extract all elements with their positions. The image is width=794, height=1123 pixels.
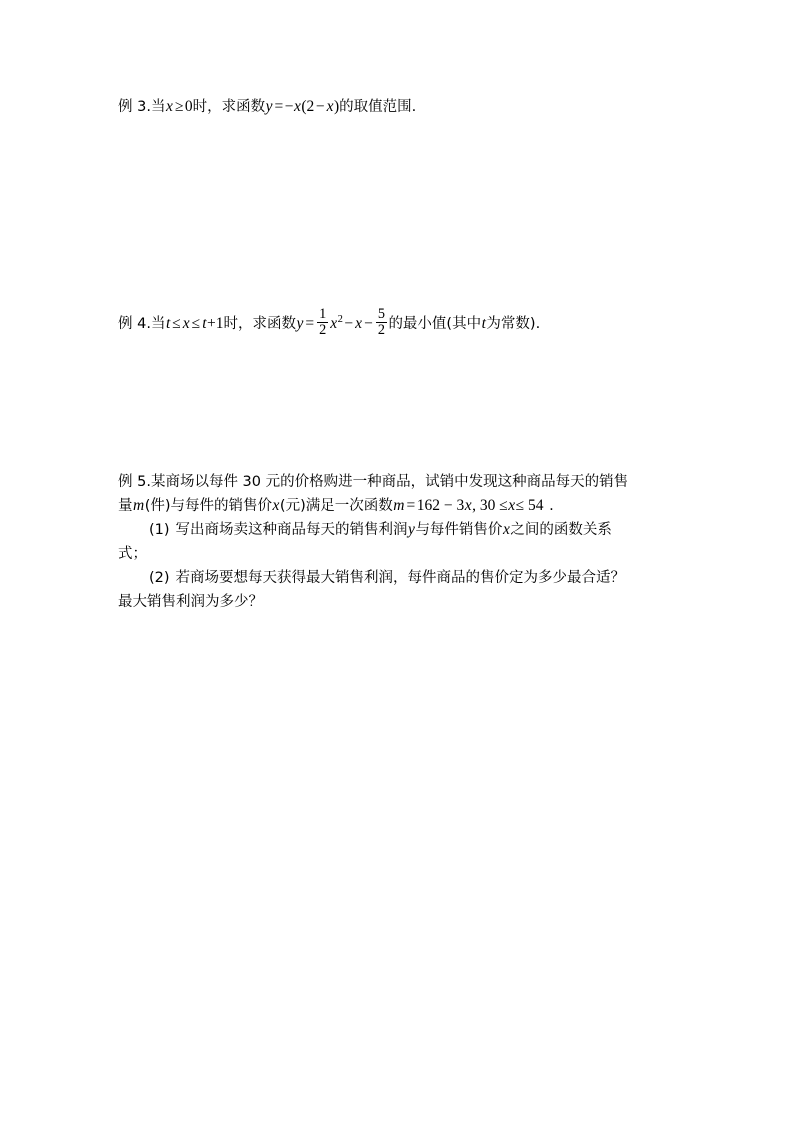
example-5-eq-x: x	[464, 496, 472, 514]
example-5-item-1-text-d: 式；	[118, 546, 147, 562]
example-4-minus-1: −	[344, 315, 354, 332]
example-4-cond-t1: t	[165, 315, 171, 332]
example-3-text-before: 当	[150, 99, 166, 115]
example-3-cond-var: x	[165, 98, 173, 115]
example-5-text-jian: (件)与每件的销售价	[144, 497, 273, 514]
example-5-var-m: m	[133, 496, 145, 514]
example-5-eq-m: m	[393, 496, 405, 514]
example-3-func-minus: −	[284, 98, 294, 115]
example-4-minus-2: −	[364, 315, 373, 332]
example-3-cond-val: 0	[184, 98, 193, 115]
example-5-eq-period: .	[549, 496, 554, 514]
example-4-text-before: 当	[150, 316, 166, 332]
example-5-eq-body: 162 − 3	[416, 496, 465, 514]
example-4-cond-le2: ≤	[191, 315, 201, 332]
example-4-term-exponent: 2	[337, 313, 343, 325]
example-5-text-line1: 某商场以每件 30 元的价格购进一种商品，试销中发现这种商品每天的销售	[150, 473, 629, 490]
example-5-label: 例 5.	[118, 473, 151, 490]
example-5-item-1-var-y: y	[408, 520, 415, 538]
example-4-block	[118, 307, 676, 338]
example-3-func-eq: =	[274, 98, 284, 115]
example-3-line	[118, 95, 676, 119]
example-5-text-yuan: (元)满足一次函数	[279, 497, 393, 514]
example-5-line-1	[118, 470, 676, 494]
example-3-func-x2: x	[326, 98, 334, 115]
example-4-label: 例 4.	[118, 316, 151, 332]
example-4-text-after-2: 为常数).	[486, 316, 541, 332]
example-5-eq-tail: , 30 ≤	[472, 496, 508, 514]
example-4-text-mid: 时，求函数	[223, 316, 296, 332]
example-5-item-2-text-a: 若商场要想每天获得最大销售利润，每件商品的售价定为多少最合适？	[175, 570, 626, 587]
fraction-numerator: 5	[377, 306, 385, 323]
example-3-cond-rel: ≥	[174, 98, 184, 115]
example-4-cond-x: x	[182, 315, 190, 332]
example-3-block	[118, 95, 676, 119]
example-4-term-x: x	[330, 315, 338, 332]
example-5-item-1-line-2	[118, 542, 676, 566]
example-3-func-close: )	[333, 98, 340, 115]
fraction-numerator: 1	[319, 306, 327, 323]
example-3-func-open: (2	[301, 98, 315, 115]
example-5-item-1-text-c: 之间的函数关系	[510, 521, 612, 538]
example-5-item-2-marker: (2)	[149, 570, 170, 587]
example-5-item-1-var-x: x	[502, 520, 510, 538]
example-3-func-y: y	[265, 98, 273, 115]
example-3-label: 例 3.	[118, 99, 151, 115]
example-4-func-y: y	[296, 315, 304, 332]
example-3-text-after: 的取值范围.	[339, 99, 417, 115]
fraction-denominator: 2	[319, 321, 327, 338]
example-5-item-1-text-b: 与每件销售价	[415, 521, 503, 538]
example-4-cond-t2: t	[202, 315, 207, 332]
example-5-block	[118, 470, 676, 614]
example-3-func-minus2: −	[315, 98, 325, 115]
example-4-const-t: t	[481, 315, 486, 332]
example-5-item-2-text-b: 最大销售利润为多少？	[118, 594, 263, 611]
example-5-item-2-line-2	[118, 590, 676, 614]
example-4-fraction-five-halves	[376, 307, 387, 338]
example-5-item-1-marker: (1)	[149, 521, 170, 538]
example-3-func-x1: x	[294, 98, 301, 115]
example-5-text-liang: 量	[118, 497, 133, 514]
example-4-func-eq: =	[305, 315, 315, 332]
example-4-fraction-half	[317, 307, 328, 338]
example-5-item-2-line-1	[118, 566, 676, 590]
example-5-var-x: x	[272, 496, 280, 514]
example-5-eq-tail2: ≤ 54	[515, 496, 544, 514]
example-5-line-2	[118, 494, 676, 518]
example-5-eq-x2: x	[508, 496, 516, 514]
example-4-line	[118, 307, 676, 338]
example-5-item-1-line-1	[118, 518, 676, 542]
example-4-cond-le1: ≤	[172, 315, 181, 332]
example-4-term-x2: x	[355, 315, 363, 332]
fraction-denominator: 2	[377, 321, 385, 338]
example-4-cond-plus1: +1	[207, 315, 224, 332]
example-5-item-1-text-a: 写出商场卖这种商品每天的销售利润	[175, 521, 408, 538]
example-3-text-mid: 时，求函数	[192, 99, 266, 115]
example-5-eq-equals: =	[406, 496, 416, 514]
example-4-text-after-1: 的最小值(其中	[388, 316, 482, 332]
